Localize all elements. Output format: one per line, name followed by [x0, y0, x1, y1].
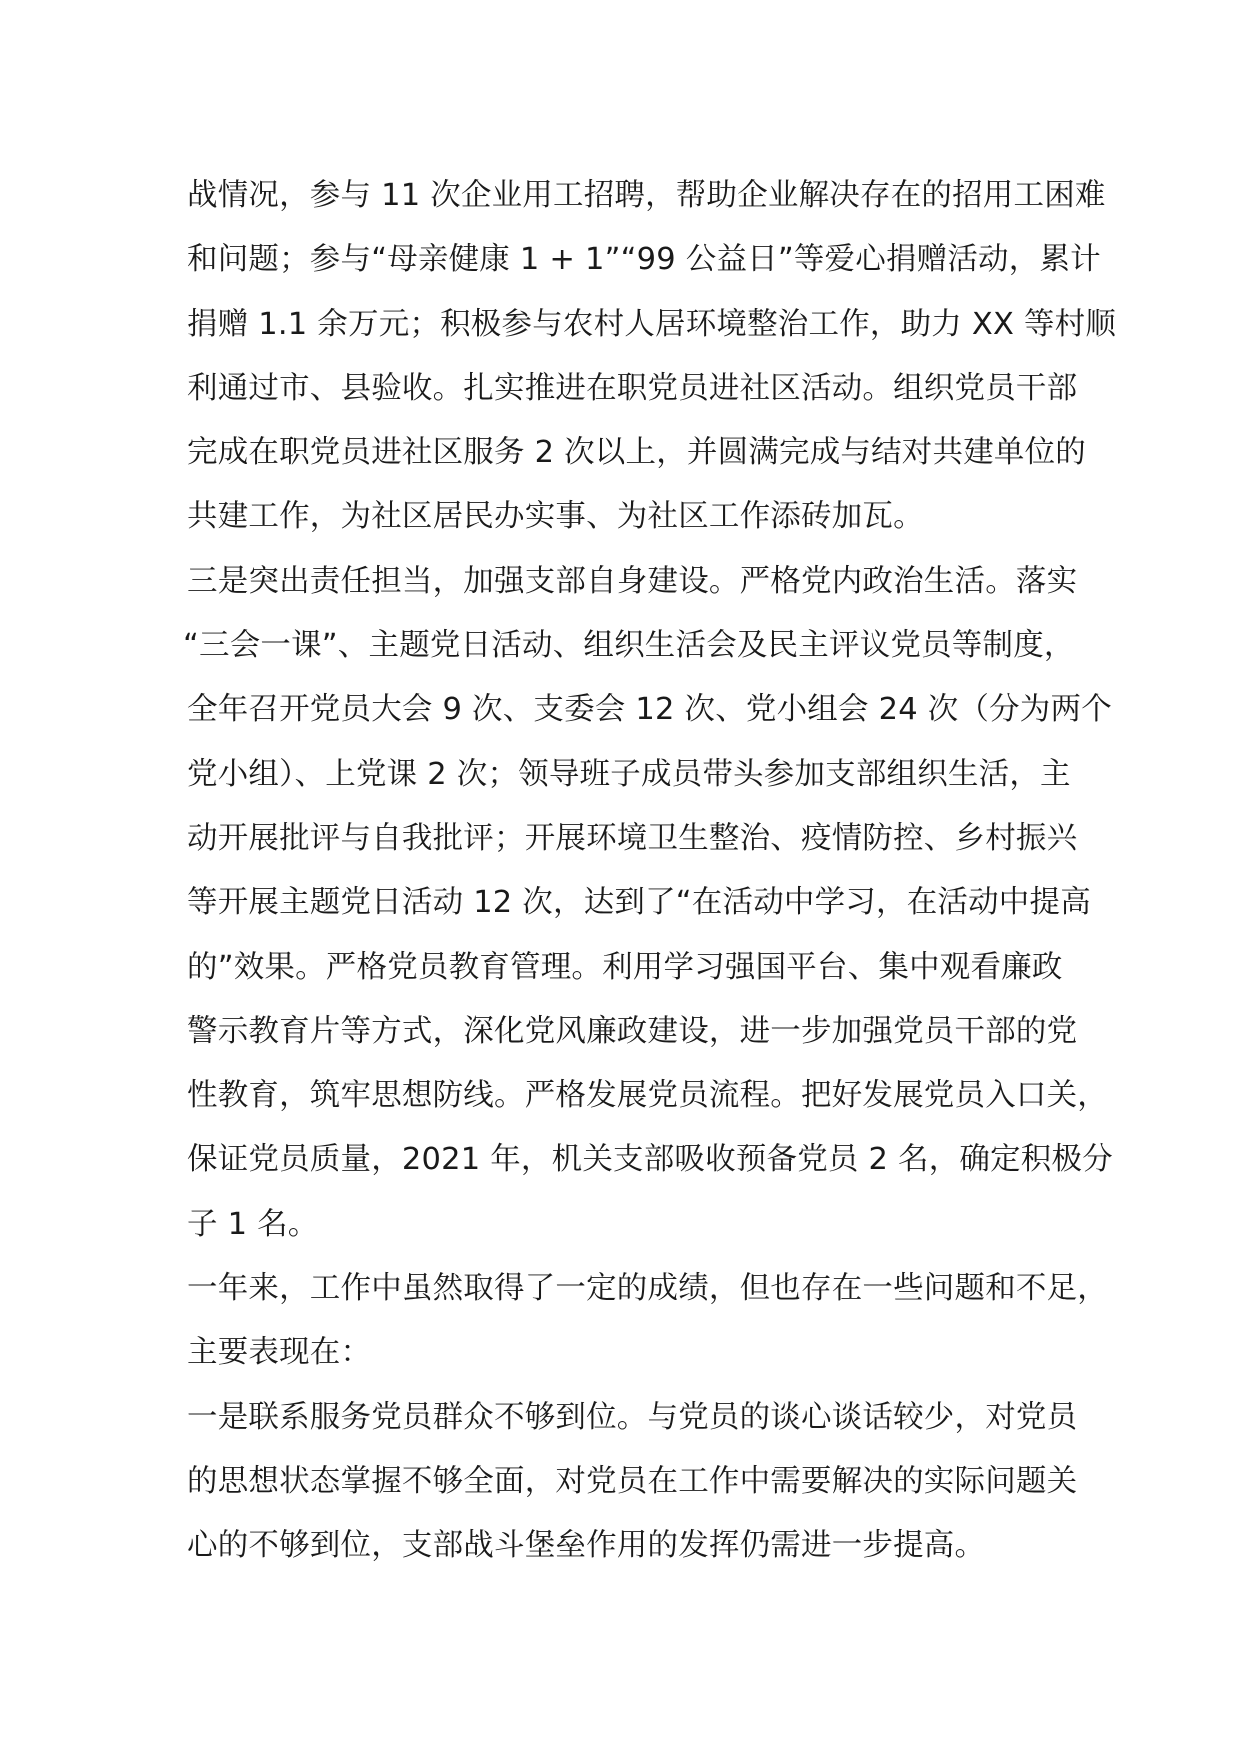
text-line: 一是联系服务党员群众不够到位。与党员的谈心谈话较少，对党员: [187, 1399, 1078, 1435]
paragraph-problem-one: [187, 1386, 1087, 1579]
document-body: [183, 164, 1117, 1579]
text-line: 捐赠 1.1 余万元；积极参与农村人居环境整治工作，助力 XX 等村顺: [187, 306, 1117, 342]
paragraph-branch-self-building: [183, 550, 1113, 1257]
text-line: 等开展主题党日活动 12 次，达到了“在活动中学习，在活动中提高: [187, 885, 1091, 921]
text-line: 三是突出责任担当，加强支部自身建设。严格党内政治生活。落实: [187, 563, 1078, 599]
text-line: 利通过市、县验收。扎实推进在职党员进社区活动。组织党员干部: [187, 370, 1078, 406]
text-line: 主要表现在：: [187, 1335, 372, 1371]
text-line: 共建工作，为社区居民办实事、为社区工作添砖加瓦。: [187, 499, 924, 535]
text-line: 心的不够到位，支部战斗堡垒作用的发挥仍需进一步提高。: [187, 1528, 986, 1564]
text-line: 保证党员质量，2021 年，机关支部吸收预备党员 2 名，确定积极分: [187, 1142, 1113, 1178]
text-line: 全年召开党员大会 9 次、支委会 12 次、党小组会 24 次（分为两个: [187, 692, 1112, 728]
text-line: 党小组）、上党课 2 次；领导班子成员带头参加支部组织生活，主: [187, 756, 1071, 792]
text-line: 警示教育片等方式，深化党风廉政建设，进一步加强党员干部的党: [187, 1013, 1078, 1049]
text-line: 的”效果。严格党员教育管理。利用学习强国平台、集中观看廉政: [187, 949, 1063, 985]
text-line: 子 1 名。: [187, 1206, 319, 1242]
text-line: 一年来，工作中虽然取得了一定的成绩，但也存在一些问题和不足，: [187, 1271, 1108, 1307]
paragraph-problems-intro: [187, 1257, 1108, 1386]
text-line: 性教育，筑牢思想防线。严格发展党员流程。把好发展党员入口关，: [187, 1078, 1108, 1114]
text-line: 和问题；参与“母亲健康 1 + 1”“99 公益日”等爱心捐赠活动，累计: [187, 242, 1101, 278]
text-line: 战情况，参与 11 次企业用工招聘，帮助企业解决存在的招用工困难: [187, 178, 1106, 213]
text-line: 动开展批评与自我批评；开展环境卫生整治、疫情防控、乡村振兴: [187, 820, 1078, 856]
paragraph-party-member-service: [187, 164, 1117, 550]
text-line: 完成在职党员进社区服务 2 次以上，并圆满完成与结对共建单位的: [187, 435, 1086, 471]
text-line: “三会一课”、主题党日活动、组织生活会及民主评议党员等制度，: [183, 628, 1075, 664]
text-line: 的思想状态掌握不够全面，对党员在工作中需要解决的实际问题关: [187, 1463, 1078, 1499]
